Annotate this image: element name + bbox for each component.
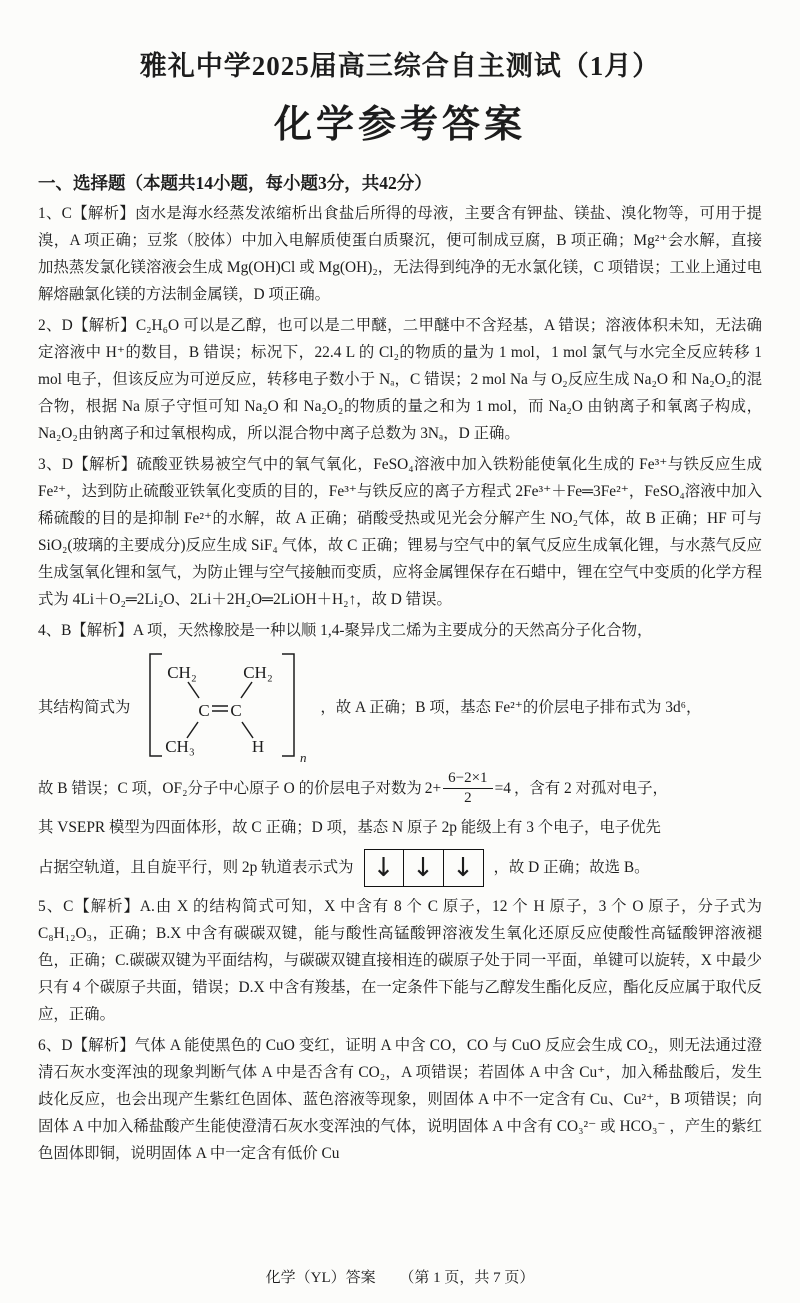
q4-line-d-post-text: ，故 D 正确；故选 B。 xyxy=(493,858,650,876)
formula-h: H xyxy=(252,737,265,756)
q4-after-formula-text: ，故 A 正确；B 项，基态 Fe²⁺的价层电子排布式为 3d⁶， xyxy=(320,699,702,716)
q4-formula-label: 其结构简式为 xyxy=(38,699,131,716)
bond-c-h xyxy=(242,722,253,738)
q4-line-d-pre-text: 占据空轨道，且自旋平行，则 2p 轨道表示式为 xyxy=(38,858,354,876)
q4-intro-text: 4、B【解析】A 项，天然橡胶是一种以顺 1,4-聚异戊二烯为主要成分的天然高分子化合物， xyxy=(38,622,653,639)
answer-paragraph-q3: 3、D【解析】硫酸亚铁易被空气中的氧气氧化，FeSO₄溶液中加入铁粉能使氧化生成的 Fe³⁺与铁反应生成 Fe²⁺，达到防止硫酸亚铁氧化变质的目的，Fe³⁺与铁反应的离子方程式 2Fe³⁺＋Fe═3Fe²⁺，FeSO₄溶液中加入稀硫酸的目的是抑制 Fe²⁺的水解，故 A 正确；硝酸受热或见光会分解产生 NO₂气体，故 B 正确；HF 可与 SiO₂(玻璃的主要成分)反应生成 SiF₄ 气体，故 C 正确；锂易与空气中的氧气反应生成氧化锂，与水蒸气反应生成氢氧化锂和氢气，为防止锂与空气接触而变质，应将金属锂保存在石蜡中，锂在空气中变质的化学方程式为 4Li＋O₂═2Li₂O、2Li＋2H₂O═2LiOH＋H₂↑，故 D 错误。 xyxy=(38,456,762,608)
q4-fraction-line xyxy=(38,770,762,808)
polyisoprene-structure-figure xyxy=(136,648,314,764)
right-bracket xyxy=(282,654,294,756)
formula-c-right: C xyxy=(230,701,243,720)
answer-paragraph-q6: 6、D【解析】气体 A 能使黑色的 CuO 变红，证明 A 中含 CO，CO 与 CuO 反应会生成 CO₂，则无法通过澄清石灰水变浑浊的现象判断气体 A 中是否含有 CO₂，A 项错误；若固体 A 中含 Cu⁺，加入稀盐酸后，发生歧化反应，也会出现产生紫红色固体、蓝色溶液等现象，则固体 A 中不一定含有 Cu、Cu²⁺，B 项错误；向固体 A 中加入稀盐酸产生能使澄清石灰水变浑浊的气体，说明固体 A 中含有 CO₃²⁻ 或 HCO₃⁻ ，产生的紫红色固体即铜，说明固体 A 中一定含有低价 Cu xyxy=(38,1036,762,1162)
footer-document-label: 化学（YL）答案 xyxy=(265,1270,376,1286)
bond-ch2-c-right xyxy=(241,682,252,698)
orbital-box-2: ↓ xyxy=(404,849,444,887)
fraction-suffix: =4 xyxy=(494,779,511,797)
fraction-prefix: 2+ xyxy=(424,779,442,797)
formula-c-left: C xyxy=(198,701,211,720)
left-bracket xyxy=(150,654,162,756)
electron-pair-expression xyxy=(425,770,511,808)
q4-line-c-text: 其 VSEPR 模型为四面体形，故 C 正确；D 项，基态 N 原子 2p 能级上有 3 个电子，电子优先 xyxy=(38,818,661,836)
fraction-numerator: 6−2×1 xyxy=(443,770,492,789)
footer-page-number: （第 1 页，共 7 页） xyxy=(399,1270,535,1286)
orbital-diagram xyxy=(364,849,484,887)
q4-line-b-text: 故 B 错误；C 项，OF₂分子中心原子 O 的价层电子对数为 xyxy=(38,779,422,797)
bond-c-ch3 xyxy=(187,722,198,738)
answer-paragraph-q2: 2、D【解析】C₂H₆O 可以是乙醇，也可以是二甲醚，二甲醚中不含羟基，A 错误；溶液体积未知，无法确定溶液中 H⁺的数目，B 错误；标况下，22.4 L 的 Cl₂的物质的量为 1 mol，1 mol 氯气与水完全反应转移 1 mol 电子，但该反应为可逆反应，转移电子数小于 Nₐ，C 错误；2 mol Na 与 O₂反应生成 Na₂O 和 Na₂O₂的混合物，根据 Na 原子守恒可知 Na₂O 和 Na₂O₂的物质的量之和为 1 mol，而 Na₂O 由钠离子和氧离子构成，Na₂O₂由钠离子和过氧根构成，所以混合物中离子总数为 3Nₐ，D 正确。 xyxy=(38,317,762,442)
orbital-box-1: ↓ xyxy=(364,849,404,887)
section-heading: 一、选择题（本题共14小题，每小题3分，共42分） xyxy=(38,173,432,193)
formula-subscript-n: n xyxy=(300,750,307,764)
answer-key-title: 化学参考答案 xyxy=(273,104,526,146)
formula-ch3: CH₃ xyxy=(165,737,196,756)
answer-paragraph-q5: 5、C【解析】A.由 X 的结构简式可知，X 中含有 8 个 C 原子，12 个 H 原子，3 个 O 原子，分子式为 C₈H₁₂O₃，正确；B.X 中含有碳碳双键，能与酸性高锰酸钾溶液发生氧化还原反应使酸性高锰酸钾溶液褪色，正确；C.碳碳双键为平面结构，与碳碳双键直接相连的碳原子处于同一平面，单键可以旋转，X 中最少只有 4 个碳原子共面，错误；D.X 中含有羧基，在一定条件下能与乙醇发生酯化反应，酯化反应属于取代反应，正确。 xyxy=(38,897,762,1023)
bond-ch2-c-left xyxy=(188,682,199,698)
formula-ch2-right: CH₂ xyxy=(243,663,274,682)
formula-ch2-left: CH₂ xyxy=(167,663,198,682)
exam-title: 雅礼中学2025届高三综合自主测试（1月） xyxy=(139,51,661,81)
electron-pair-fraction xyxy=(443,770,492,808)
fraction-denominator: 2 xyxy=(464,790,472,807)
page-footer xyxy=(0,1266,800,1287)
answer-paragraph-q1: 1、C【解析】卤水是海水经蒸发浓缩析出食盐后所得的母液，主要含有钾盐、镁盐、溴化物等，可用于提溴，A 项正确；豆浆（胶体）中加入电解质使蛋白质聚沉，便可制成豆腐，B 项正确；Mg²⁺会水解，直接加热蒸发氯化镁溶液会生成 Mg(OH)Cl 或 Mg(OH)₂，无法得到纯净的无水氯化镁，C 项错误；工业上通过电解熔融氯化镁的方法制金属镁，D 项正确。 xyxy=(38,205,762,303)
answer-block-q4 xyxy=(38,617,762,887)
q4-structure-row xyxy=(38,648,762,764)
orbital-box-3: ↓ xyxy=(444,849,484,887)
q4-after-fraction-text: ，含有 2 对孤对电子， xyxy=(513,779,668,797)
q4-orbital-line xyxy=(38,849,762,887)
